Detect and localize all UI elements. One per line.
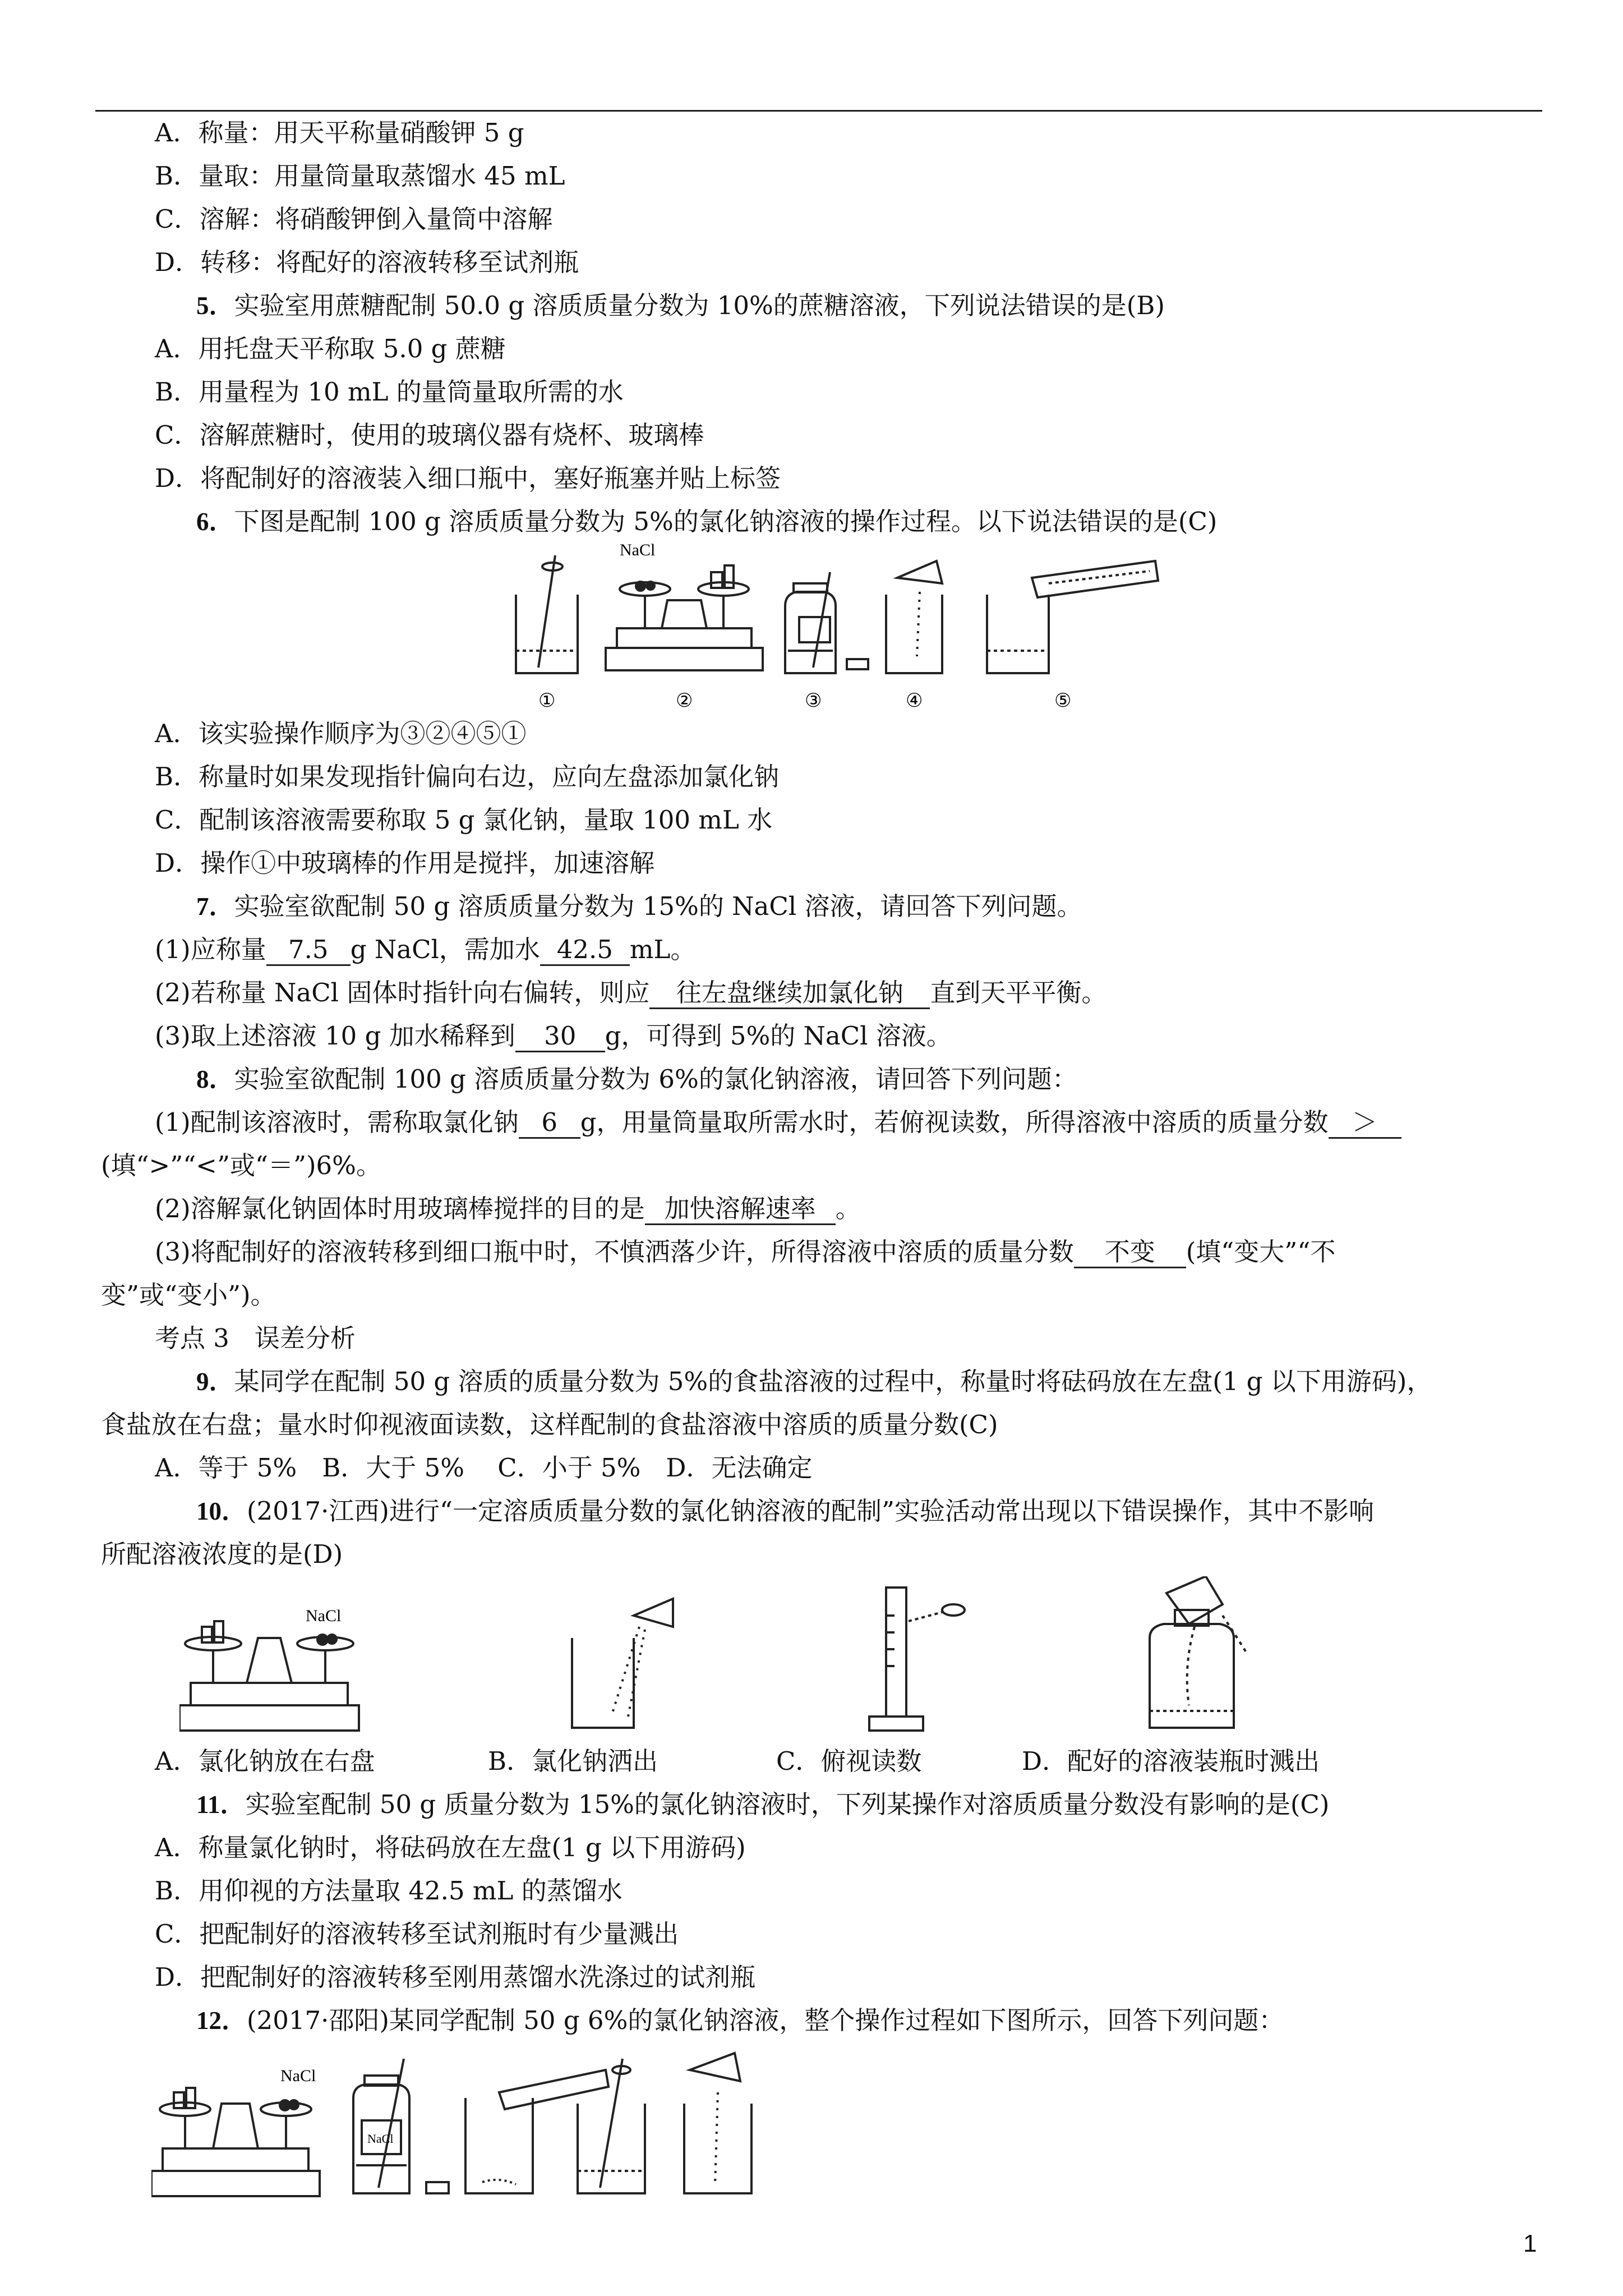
q7-p1-post: mL。 (629, 935, 696, 964)
q6-option-b: B．称量时如果发现指针偏向右边，应向左盘添加氯化钠 (155, 762, 780, 792)
q11-option-c: C．把配制好的溶液转移至试剂瓶时有少量溅出 (155, 1919, 679, 1949)
beaker-pour-solid-icon (886, 561, 942, 673)
q7-number: 7． (196, 892, 234, 921)
q7-p3-answer: 30 (515, 1022, 605, 1052)
q6-stem (196, 505, 1217, 539)
q4-option-c: C．溶解：将硝酸钾倒入量筒中溶解 (155, 204, 553, 234)
q6-option-c: C．配制该溶液需要称取 5 g 氯化钠，量取 100 mL 水 (155, 805, 773, 835)
q12-stem (196, 2004, 1284, 2037)
q6-number: 6． (196, 508, 234, 536)
q12-stem-text: (2017·邵阳)某同学配制 50 g 6%的氯化钠溶液，整个操作过程如下图所示，回答下列问题： (247, 2005, 1284, 2035)
q10-stem1-text: (2017·江西)进行“一定溶质质量分数的氯化钠溶液的配制”实验活动常出现以下错误操作，其中不影响 (247, 1496, 1374, 1526)
q6-label-1: ① (538, 691, 556, 711)
q7-p1-answer2: 42.5 (540, 935, 630, 966)
q6-option-a: A．该实验操作顺序为③②④⑤① (155, 719, 527, 748)
q7-part2 (155, 976, 1106, 1010)
q8-part3-cont: 变”或“变小”)。 (101, 1280, 276, 1310)
q8-part2 (155, 1192, 861, 1226)
q11-option-b: B．用仰视的方法量取 42.5 mL 的蒸馏水 (155, 1876, 623, 1906)
q8-p2-pre: (2)溶解氯化钠固体时用玻璃棒搅拌的目的是 (155, 1194, 645, 1223)
q7-p1-answer1: 7.5 (266, 935, 351, 966)
q5-option-d: D．将配制好的溶液装入细口瓶中，塞好瓶塞并贴上标签 (155, 463, 781, 493)
q8-part3 (155, 1235, 1335, 1269)
beaker-stirring-icon (516, 555, 578, 673)
q8-p1-answer1: 6 (519, 1108, 580, 1139)
bottle-pour-splash-icon (1150, 1576, 1248, 1728)
q12-number: 12． (196, 2007, 247, 2035)
balance-icon (151, 2088, 320, 2196)
q5-option-a: A．用托盘天平称取 5.0 g 蔗糖 (155, 334, 506, 364)
header-rule (95, 110, 1542, 112)
q5-option-b: B．用量程为 10 mL 的量筒量取所需的水 (155, 377, 624, 407)
q8-p1-answer2: ＞ (1329, 1108, 1401, 1139)
q5-option-c: C．溶解蔗糖时，使用的玻璃仪器有烧杯、玻璃棒 (155, 420, 704, 450)
q7-p3-post: g，可得到 5%的 NaCl 溶液。 (605, 1021, 952, 1051)
q5-stem (196, 289, 1165, 323)
q7-p3-pre: (3)取上述溶液 10 g 加水稀释到 (155, 1021, 515, 1051)
page-number: 1 (1523, 2230, 1537, 2257)
q8-p1-pre: (1)配制该溶液时，需称取氯化钠 (155, 1107, 519, 1137)
q7-stem (196, 890, 1082, 923)
q8-stem-text: 实验室欲配制 100 g 溶质质量分数为 6%的氯化钠溶液，请回答下列问题： (234, 1064, 1077, 1094)
q7-part1 (155, 933, 695, 967)
q6-label-2: ② (676, 691, 693, 711)
q10-stem-line1 (196, 1494, 1374, 1528)
q11-stem (196, 1788, 1329, 1821)
q12-nacl-label-2: NaCl (367, 2132, 394, 2146)
q10-nacl-label: NaCl (306, 1607, 342, 1625)
q10-option-c: C．俯视读数 (776, 1746, 922, 1776)
q12-figure (151, 2047, 824, 2210)
q10-number: 10． (196, 1497, 247, 1525)
q10-option-d: D．配好的溶液装瓶时溅出 (1022, 1746, 1320, 1776)
beaker-stirring-icon (578, 2059, 645, 2193)
q6-figure (494, 539, 1223, 718)
q5-number: 5． (196, 292, 234, 320)
beaker-pour-liquid-icon (987, 561, 1158, 673)
q7-p2-post: 直到天平平衡。 (930, 978, 1107, 1007)
q8-stem (196, 1062, 1077, 1096)
q8-part1-cont: (填“>”“<”或“＝”)6%。 (101, 1151, 381, 1180)
q11-option-d: D．把配制好的溶液转移至刚用蒸馏水洗涤过的试剂瓶 (155, 1962, 756, 1992)
q7-p2-answer: 往左盘继续加氯化钠 (649, 978, 930, 1009)
q6-option-d: D．操作①中玻璃棒的作用是搅拌，加速溶解 (155, 848, 655, 878)
q8-p1-mid: g，用量筒量取所需水时，若俯视读数，所得溶液中溶质的质量分数 (580, 1107, 1329, 1137)
q7-p1-mid: g NaCl，需加水 (350, 935, 540, 964)
q10-figure-svg (179, 1576, 1413, 1739)
q7-p1-pre: (1)应称量 (155, 935, 266, 964)
beaker-pour-liquid-icon (465, 2070, 608, 2193)
q11-option-a: A．称量氯化钠时，将砝码放在左盘(1 g 以下用游码) (155, 1833, 746, 1862)
balance-icon (606, 565, 763, 670)
graduated-cylinder-eye-icon (869, 1588, 965, 1731)
q9-options: A．等于 5% B．大于 5% C．小于 5% D．无法确定 (155, 1453, 813, 1483)
q11-stem-text: 实验室配制 50 g 质量分数为 15%的氯化钠溶液时，下列某操作对溶质质量分数没有影响的是(C) (245, 1789, 1330, 1819)
q6-label-4: ④ (906, 691, 923, 711)
q8-p2-answer: 加快溶解速率 (645, 1194, 836, 1225)
q10-option-b: B．氯化钠洒出 (488, 1746, 658, 1776)
q6-figure-svg (494, 539, 1223, 718)
q9-stem-line2: 食盐放在右盘；量水时仰视液面读数，这样配制的食盐溶液中溶质的质量分数(C) (101, 1410, 998, 1439)
q10-option-a: A．氯化钠放在右盘 (155, 1746, 375, 1776)
q6-label-5: ⑤ (1054, 691, 1072, 711)
q4-option-d: D．转移：将配好的溶液转移至试剂瓶 (155, 247, 579, 277)
q9-number: 9． (196, 1368, 234, 1396)
q4-option-b: B．量取：用量筒量取蒸馏水 45 mL (155, 161, 565, 191)
q8-p3-pre: (3)将配制好的溶液转移到细口瓶中时，不慎洒落少许，所得溶液中溶质的质量分数 (155, 1237, 1074, 1267)
q9-stem1-text: 某同学在配制 50 g 溶质的质量分数为 5%的食盐溶液的过程中，称量时将砝码放在左盘(1 g 以下用游码)， (234, 1366, 1432, 1396)
q6-stem-text: 下图是配制 100 g 溶质质量分数为 5%的氯化钠溶液的操作过程。以下说法错误的是(C) (234, 507, 1218, 536)
q12-nacl-label-1: NaCl (280, 2067, 316, 2085)
q8-p2-post: 。 (835, 1194, 861, 1223)
q12-figure-svg (151, 2047, 824, 2210)
q8-part1 (155, 1106, 1401, 1139)
beaker-pour-solid-icon (684, 2053, 751, 2193)
q7-stem-text: 实验室欲配制 50 g 溶质质量分数为 15%的 NaCl 溶液，请回答下列问题。 (234, 891, 1082, 921)
balance-wrong-pan-icon (179, 1621, 359, 1731)
q6-label-3: ③ (805, 691, 822, 711)
beaker-spill-icon (572, 1599, 673, 1728)
q7-part3 (155, 1019, 952, 1053)
q8-number: 8． (196, 1065, 234, 1093)
q10-figure (179, 1576, 1413, 1739)
q11-number: 11． (196, 1791, 246, 1819)
q4-option-a: A．称量：用天平称量硝酸钾 5 g (155, 118, 524, 148)
q8-p3-post: (填“变大”“不 (1186, 1237, 1336, 1267)
q6-nacl-label: NaCl (620, 541, 656, 559)
q7-p2-pre: (2)若称量 NaCl 固体时指针向右偏转，则应 (155, 978, 650, 1007)
q9-stem-line1 (196, 1365, 1432, 1398)
q8-p3-answer: 不变 (1074, 1237, 1186, 1268)
reagent-jar-icon (353, 2059, 449, 2193)
q5-stem-text: 实验室用蔗糖配制 50.0 g 溶质质量分数为 10%的蔗糖溶液，下列说法错误的是(B) (234, 291, 1165, 320)
reagent-jar-icon (785, 572, 868, 673)
q10-stem-line2: 所配溶液浓度的是(D) (101, 1539, 343, 1569)
section-heading: 考点 3 误差分析 (155, 1323, 356, 1353)
